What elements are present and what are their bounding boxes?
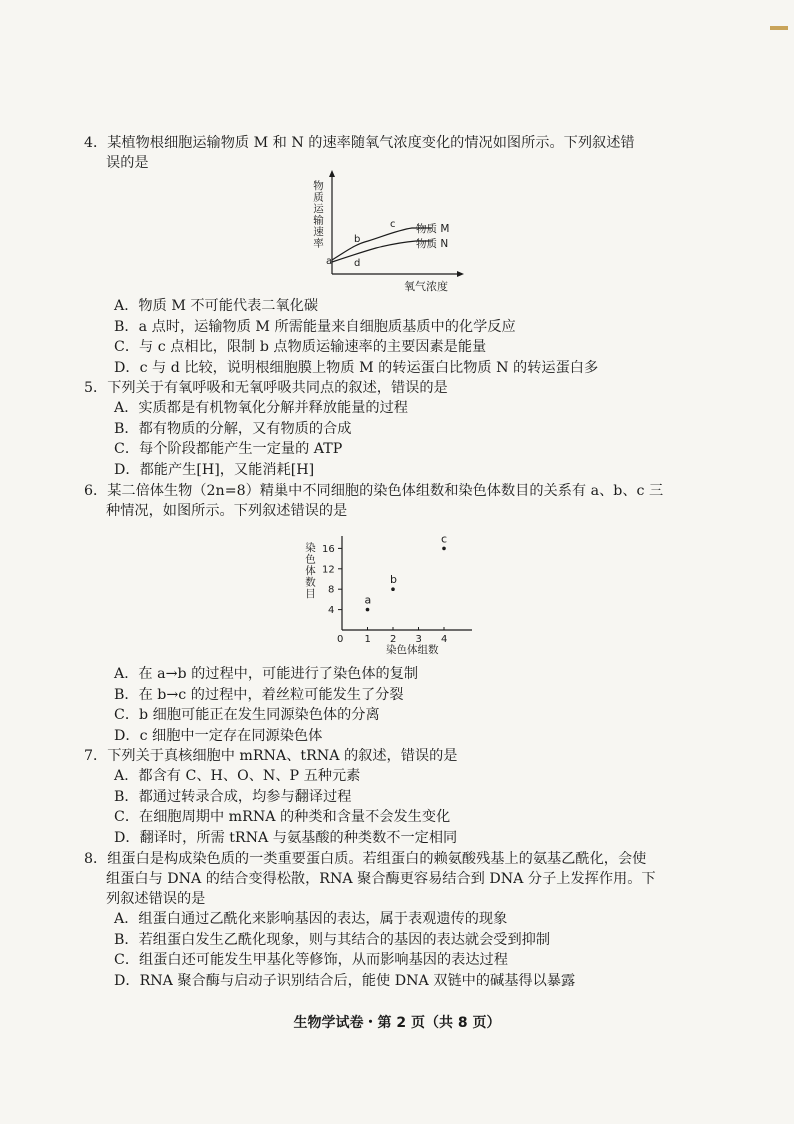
q6-y-tick-label: 16 bbox=[322, 543, 335, 555]
q8-stem-line2: 组蛋白与 DNA 的结合变得松散，RNA 聚合酶更容易结合到 DNA 分子上发挥作用。下 bbox=[106, 871, 656, 887]
q6-point-label-a: a bbox=[364, 593, 372, 607]
q4-option-a: A．物质 M 不可能代表二氧化碳 bbox=[114, 298, 319, 314]
question-7 bbox=[84, 746, 674, 848]
q8-option-a: A．组蛋白通过乙酰化来影响基因的表达，属于表观遗传的现象 bbox=[114, 911, 508, 927]
q4-label-b: b bbox=[354, 234, 361, 245]
q6-figure bbox=[300, 532, 480, 656]
q6-y-tick-label: 8 bbox=[328, 584, 335, 596]
q6-stem-line2: 种情况，如图所示。下列叙述错误的是 bbox=[106, 503, 348, 519]
q8-option-c: C．组蛋白还可能发生甲基化等修饰，从而影响基因的表达过程 bbox=[114, 952, 508, 968]
q8-option-b: B．若组蛋白发生乙酰化现象，则与其结合的基因的表达就会受到抑制 bbox=[114, 931, 551, 948]
q4-legend-m: 物质 M bbox=[416, 223, 450, 235]
q6-x-tick-label: 1 bbox=[364, 634, 371, 645]
q6-option-c: C．b 细胞可能正在发生同源染色体的分离 bbox=[114, 707, 380, 723]
q4-legend-n: 物质 N bbox=[416, 238, 449, 250]
q8-stem-line1: 8．组蛋白是构成染色质的一类重要蛋白质。若组蛋白的赖氨酸残基上的氨基乙酰化，会使 bbox=[84, 851, 647, 867]
q6-ylabel: 染色体数目 bbox=[304, 542, 316, 600]
q4-ylabel: 物质运输速率 bbox=[312, 180, 324, 249]
q4-option-d: D．c 与 d 比较，说明根细胞膜上物质 M 的转运蛋白比物质 N 的转运蛋白多 bbox=[114, 359, 599, 376]
q7-option-d: D．翻译时，所需 tRNA 与氨基酸的种类数不一定相同 bbox=[114, 829, 458, 846]
question-5 bbox=[84, 378, 674, 480]
q6-point-a bbox=[366, 608, 370, 612]
page-edge-mark bbox=[770, 26, 788, 30]
q7-option-a: A．都含有 C、H、O、N、P 五种元素 bbox=[114, 768, 361, 784]
q6-x-tick-label: 4 bbox=[441, 634, 448, 645]
q4-label-c: c bbox=[390, 219, 396, 230]
q5-option-b: B．都有物质的分解，又有物质的合成 bbox=[114, 420, 352, 437]
q7-stem: 7．下列关于真核细胞中 mRNA、tRNA 的叙述，错误的是 bbox=[84, 748, 458, 764]
page-footer: 生物学试卷・第 2 页（共 8 页） bbox=[293, 1015, 501, 1031]
q5-option-d: D．都能产生[H]，又能消耗[H] bbox=[114, 461, 315, 478]
q7-option-c: C．在细胞周期中 mRNA 的种类和含量不会发生变化 bbox=[114, 809, 451, 825]
question-8 bbox=[84, 849, 674, 991]
q8-option-d: D．RNA 聚合酶与启动子识别结合后，能使 DNA 双链中的碱基得以暴露 bbox=[114, 972, 576, 989]
q6-y-tick-label: 12 bbox=[322, 564, 335, 576]
q4-x-arrow bbox=[457, 271, 464, 277]
q4-stem-line1: 4．某植物根细胞运输物质 M 和 N 的速率随氧气浓度变化的情况如图所示。下列叙述错 bbox=[84, 135, 635, 151]
q7-option-b: B．都通过转录合成，均参与翻译过程 bbox=[114, 788, 352, 805]
q6-option-b: B．在 b→c 的过程中，着丝粒可能发生了分裂 bbox=[114, 686, 404, 703]
q6-point-b bbox=[391, 587, 395, 591]
q6-point-label-b: b bbox=[390, 573, 397, 587]
question-6 bbox=[84, 481, 674, 521]
q6-stem-line1: 6．某二倍体生物（2n=8）精巢中不同细胞的染色体组数和染色体数目的关系有 a、b、c 三 bbox=[84, 483, 664, 499]
q6-xlabel: 染色体组数 bbox=[386, 644, 439, 656]
q4-figure bbox=[300, 168, 480, 296]
q6-x-tick-label: 2 bbox=[390, 634, 397, 645]
q6-x-tick-label: 3 bbox=[415, 634, 422, 645]
q6-x-tick-label: 0 bbox=[337, 634, 344, 645]
q4-options bbox=[84, 296, 674, 378]
q6-points bbox=[365, 532, 448, 611]
q5-option-c: C．每个阶段都能产生一定量的 ATP bbox=[114, 441, 343, 457]
q6-point-c bbox=[442, 547, 446, 551]
q6-options bbox=[84, 664, 674, 746]
q6-y-tick-label: 4 bbox=[328, 605, 335, 617]
q5-option-a: A．实质都是有机物氧化分解并释放能量的过程 bbox=[114, 400, 408, 416]
q4-option-b: B．a 点时，运输物质 M 所需能量来自细胞质基质中的化学反应 bbox=[114, 318, 516, 335]
q6-option-d: D．c 细胞中一定存在同源染色体 bbox=[114, 727, 323, 744]
q4-label-d: d bbox=[354, 258, 361, 269]
q5-stem: 5．下列关于有氧呼吸和无氧呼吸共同点的叙述，错误的是 bbox=[84, 380, 448, 396]
q4-label-a: a bbox=[326, 256, 333, 267]
q8-stem-line3: 列叙述错误的是 bbox=[106, 891, 206, 907]
q4-xlabel: 氧气浓度 bbox=[404, 280, 448, 293]
question-4 bbox=[84, 133, 674, 173]
q6-option-a: A．在 a→b 的过程中，可能进行了染色体的复制 bbox=[114, 666, 419, 682]
q4-y-arrow bbox=[329, 170, 335, 177]
q4-option-c: C．与 c 点相比，限制 b 点物质运输速率的主要因素是能量 bbox=[114, 339, 487, 355]
q4-stem-line2: 误的是 bbox=[106, 155, 149, 171]
q6-point-label-c: c bbox=[441, 532, 448, 546]
